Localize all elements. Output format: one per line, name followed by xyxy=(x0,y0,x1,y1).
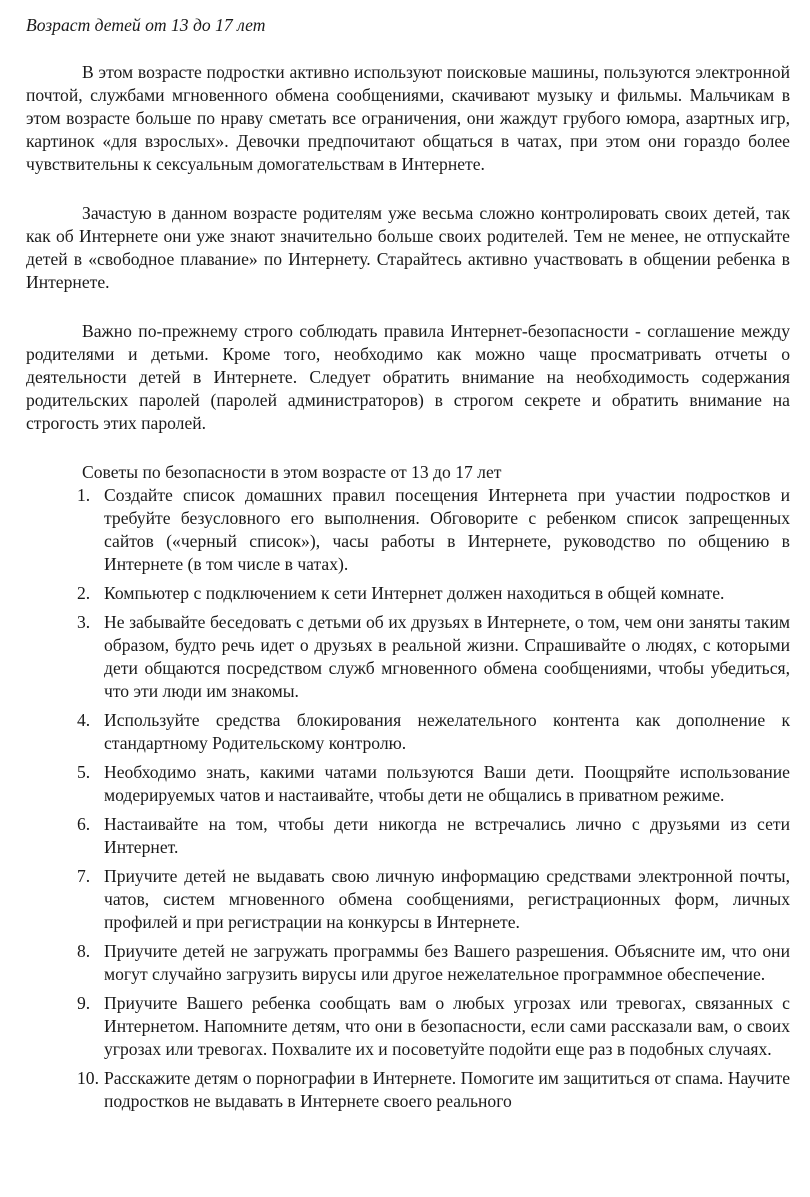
section-heading: Возраст детей от 13 до 17 лет xyxy=(26,15,266,35)
tip-text: Приучите детей не выдавать свою личную информацию средствами электронной почты, чатов, систем мгновенного обмена сообщениями, регистрационных форм, личных профилей и при регистрации на конкурсы в Интернете. xyxy=(104,866,790,932)
tip-item xyxy=(26,761,790,807)
tip-text: Настаивайте на том, чтобы дети никогда не встречались лично с друзьями из сети Интернет. xyxy=(104,814,790,857)
tip-text: Используйте средства блокирования нежелательного контента как дополнение к стандартному Родительскому контролю. xyxy=(104,710,790,753)
tip-item xyxy=(26,484,790,576)
tip-text: Приучите детей не загружать программы без Вашего разрешения. Объясните им, что они могут случайно загрузить вирусы или другое нежелательное программное обеспечение. xyxy=(104,941,790,984)
paragraph-intro: В этом возрасте подростки активно используют поисковые машины, пользуются электронной почтой, службами мгновенного обмена сообщениями, скачивают музыку и фильмы. Мальчикам в этом возрасте больше по нраву сметать все ограничения, они жаждут грубого юмора, азартных игр, картинок «для взрослых». Девочки предпочитают общаться в чатах, при этом они гораздо более чувствительны к сексуальным домогательствам в Интернете. xyxy=(26,62,790,174)
tip-item xyxy=(26,1067,790,1113)
tip-item xyxy=(26,940,790,986)
tip-number: 10. xyxy=(77,1068,99,1088)
tip-text: Приучите Вашего ребенка сообщать вам о любых угрозах или тревогах, связанных с Интернетом. Напомните детям, что они в безопасности, если сами рассказали вам, о своих угрозах или тревогах. Похвалите их и посоветуйте подойти еще раз в подобных случаях. xyxy=(104,993,790,1059)
tip-item xyxy=(26,611,790,703)
paragraph-rules: Важно по-прежнему строго соблюдать правила Интернет-безопасности - соглашение между родителями и детьми. Кроме того, необходимо как можно чаще просматривать отчеты о деятельности детей в Интернете. Следует обратить внимание на необходимость содержания родительских паролей (паролей администраторов) в строгом секрете и обратить внимание на строгость этих паролей. xyxy=(26,321,790,433)
tips-title: Советы по безопасности в этом возрасте от 13 до 17 лет xyxy=(82,462,502,482)
tip-item xyxy=(26,992,790,1061)
tip-number: 5. xyxy=(77,762,91,782)
tip-number: 8. xyxy=(77,941,91,961)
tip-number: 1. xyxy=(77,485,91,505)
tip-text: Необходимо знать, какими чатами пользуются Ваши дети. Поощряйте использование модерируемых чатов и настаивайте, чтобы дети не общались в приватном режиме. xyxy=(104,762,790,805)
tip-item xyxy=(26,865,790,934)
tip-text: Не забывайте беседовать с детьми об их друзьях в Интернете, о том, чем они заняты таким образом, будто речь идет о друзьях в реальной жизни. Спрашивайте о людях, с которыми дети общаются посредством служб мгновенного обмена сообщениями, чтобы убедиться, что эти люди им знакомы. xyxy=(104,612,790,701)
tip-item xyxy=(26,582,790,605)
tip-number: 3. xyxy=(77,612,91,632)
tip-text: Компьютер с подключением к сети Интернет должен находиться в общей комнате. xyxy=(104,583,725,603)
tip-item xyxy=(26,813,790,859)
tip-text: Создайте список домашних правил посещения Интернета при участии подростков и требуйте безусловного его выполнения. Обговорите с ребенком список запрещенных сайтов («черный список»), часы работы в Интернете, руководство по общению в Интернете (в том числе в чатах). xyxy=(104,485,790,574)
tip-number: 6. xyxy=(77,814,91,834)
tip-number: 2. xyxy=(77,583,91,603)
tips-list xyxy=(26,484,790,1113)
tip-number: 9. xyxy=(77,993,91,1013)
tip-item xyxy=(26,709,790,755)
tip-text: Расскажите детям о порнографии в Интернете. Помогите им защититься от спама. Научите подростков не выдавать в Интернете своего реального xyxy=(104,1068,790,1111)
tip-number: 7. xyxy=(77,866,91,886)
paragraph-control: Зачастую в данном возрасте родителям уже весьма сложно контролировать своих детей, так как об Интернете они уже знают значительно больше своих родителей. Тем не менее, не отпускайте детей в «свободное плавание» по Интернету. Старайтесь активно участвовать в общении ребенка в Интернете. xyxy=(26,203,790,292)
tip-number: 4. xyxy=(77,710,91,730)
